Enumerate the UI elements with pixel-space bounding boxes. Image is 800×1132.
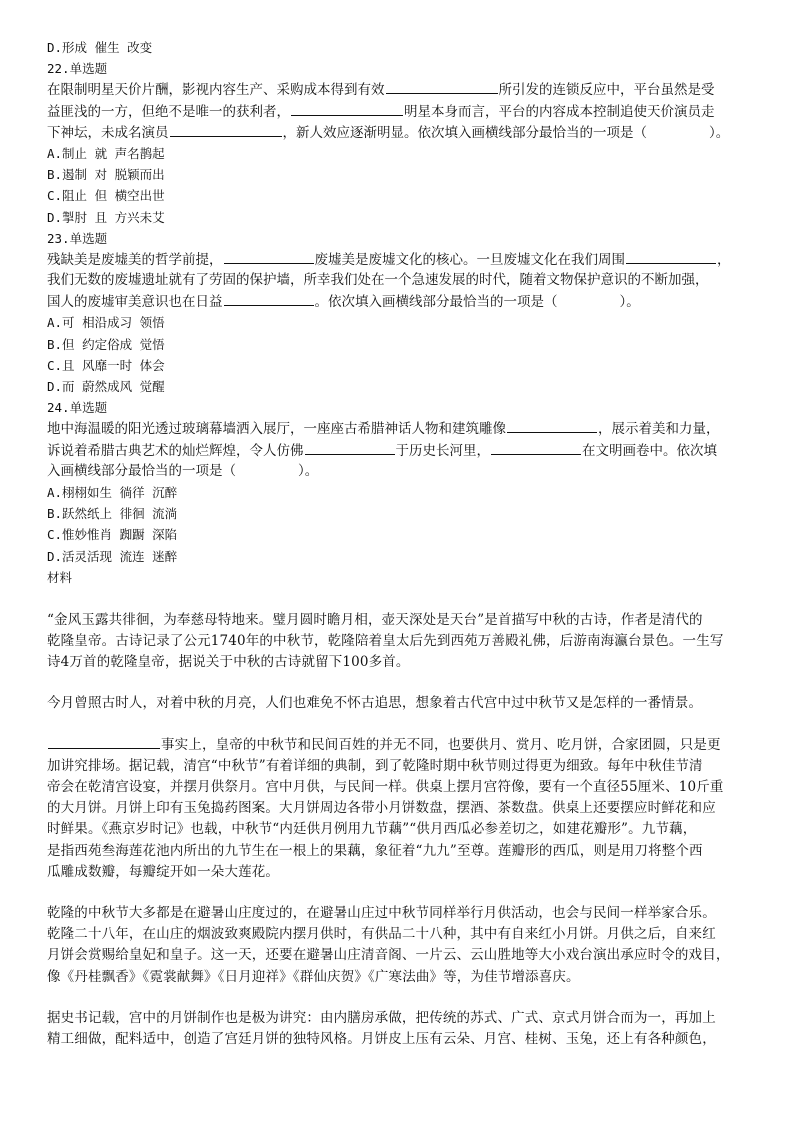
question-stem-line: 在限制明星天价片酬，影视内容生产、采购成本得到有效 所引发的连锁反应中，平台虽然是受 xyxy=(47,79,753,100)
question-23 xyxy=(47,228,753,398)
fill-blank xyxy=(224,291,314,306)
paragraph-gap xyxy=(47,588,753,608)
fill-blank xyxy=(491,440,581,455)
option-b[interactable]: B.跃然纸上 徘徊 流淌 xyxy=(47,506,178,522)
material-paragraph-4: 乾隆的中秋节大多都是在避暑山庄度过的，在避暑山庄过中秋节同样举行月供活动，也会与民间一样举家合乐。 乾隆二十八年，在山庄的烟波致爽殿院内摆月供时，有供品二十八种，其中有自来红小月饼。月供之后，自来红 月饼会赏赐给皇妃和皇子。这一天，还要在避暑山庄清音阁、一片云、云山胜地等大小戏台演出承应时令的戏目， 像《丹桂飘香》《霓裳献舞》《日月迎祥》《群仙庆贺》《广寒法曲》等，为佳节增添喜庆。 xyxy=(47,904,730,985)
material-section xyxy=(47,567,753,1048)
question-stem-line: 益匪浅的一方，但绝不是唯一的获利者， 明星本身而言，平台的内容成本控制追使天价演员走 xyxy=(47,101,753,122)
option-b[interactable]: B.遏制 对 脱颖而出 xyxy=(47,167,165,183)
fill-blank xyxy=(170,122,282,137)
question-stem-line: 诉说着希腊古典艺术的灿烂辉煌，令人仿佛 于历史长河里， 在文明画卷中。依次填 xyxy=(47,440,753,461)
material-header: 材料 xyxy=(47,569,73,585)
question-header: 23.单选题 xyxy=(47,230,108,246)
question-22 xyxy=(47,58,753,228)
option-a[interactable]: A.栩栩如生 徜徉 沉醉 xyxy=(47,484,178,500)
option-c[interactable]: C.惟妙惟肖 踟蹰 深陷 xyxy=(47,527,178,543)
option-a[interactable]: A.可 相沿成习 领悟 xyxy=(47,315,165,331)
question-stem-line: 地中海温暖的阳光透过玻璃幕墙洒入展厅，一座座古希腊神话人物和建筑雕像 ，展示着美和力量， xyxy=(47,418,753,439)
question-stem-line: 残缺美是废墟美的哲学前提， 废墟美是废墟文化的核心。一旦废墟文化在我们周围 ， xyxy=(47,249,753,270)
question-stem-line: 国人的废墟审美意识也在日益 。依次填入画横线部分最恰当的一项是（ ）。 xyxy=(47,291,753,312)
fill-blank xyxy=(305,440,395,455)
option-d[interactable]: D.活灵活现 流连 迷醉 xyxy=(47,548,178,564)
fill-blank xyxy=(507,418,597,433)
question-header: 22.单选题 xyxy=(47,61,108,77)
material-paragraph-1: “金风玉露共徘徊，为奉慈母特地来。璧月圆时瞻月相，壶天深处是天台”是首描写中秋的古诗，作者是清代的 乾隆皇帝。古诗记录了公元1740年的中秋节，乾隆陪着皇太后先到西苑万善殿礼佛，后游南海瀛台景色。一生写 诗4万首的乾隆皇帝，据说关于中秋的古诗就留下100多首。 xyxy=(47,611,724,671)
question-stem-line: 我们无数的废墟遗址就有了劳固的保护墙，所幸我们处在一个急速发展的时代，随着文物保护意识的不断加强， xyxy=(47,272,709,289)
material-paragraph-5: 据史书记载，宫中的月饼制作也是极为讲究：由内膳房承做，把传统的苏式、广式、京式月饼合而为一，再加上 精工细做，配料适中，创造了宫廷月饼的独特风格。月饼皮上压有云朵、月宫、桂树、玉兔，还上有各种颜色， xyxy=(47,1009,716,1047)
option-d-prev: D.形成 催生 改变 xyxy=(47,40,153,55)
option-c[interactable]: C.阻止 但 横空出世 xyxy=(47,188,165,204)
question-header: 24.单选题 xyxy=(47,400,108,416)
question-24 xyxy=(47,397,753,567)
fill-blank xyxy=(386,79,498,94)
option-b[interactable]: B.但 约定俗成 觉悟 xyxy=(47,336,165,352)
question-stem-line: 入画横线部分最恰当的一项是（ ）。 xyxy=(47,462,319,479)
option-d[interactable]: D.而 蔚然成风 觉醒 xyxy=(47,379,165,394)
material-paragraph-2: 今月曾照古时人，对着中秋的月亮，人们也难免不怀古追思，想象着古代宫中过中秋节又是怎样的一番情景。 xyxy=(47,695,703,712)
fill-blank xyxy=(48,734,160,749)
fill-blank xyxy=(224,249,314,264)
material-paragraph-3: 事实上，皇帝的中秋节和民间百姓的并无不同，也要供月、赏月、吃月饼，合家团圆，只是更 加讲究排场。据记载，清宫“中秋节”有着详细的典制，到了乾隆时期中秋节则过得更为细致。每年中秋佳节清 帝会在乾清宫设宴，并摆月供祭月。宫中月供，与民间一样。供桌上摆月宫符像，要有一个直径55厘米、10斤重 的大月饼。月饼上印有玉兔捣药图案。大月饼周边各带小月饼数盘，摆酒、茶数盘。供桌上还要摆应时鲜花和应 时鲜果。《燕京岁时记》也载，中秋节“内廷供月例用九节藕”“供月西瓜必参差切之，如建花瓣形”。九节藕， 是指西苑叁海莲花池内所出的九节生在一根上的果藕，象征着“九九”至尊。莲瓣形的西瓜，则是用刀将整个西 瓜雕成数瓣，每瓣绽开如一朵大莲花。 xyxy=(47,733,753,881)
option-d[interactable]: D.掣肘 且 方兴未艾 xyxy=(47,209,165,225)
option-c[interactable]: C.且 风靡一时 体会 xyxy=(47,357,165,373)
fill-blank xyxy=(291,101,403,116)
fill-blank xyxy=(626,249,716,264)
option-a[interactable]: A.制止 就 声名鹊起 xyxy=(47,145,165,161)
question-stem-line: 下神坛，未成名演员 ，新人效应逐渐明显。依次填入画横线部分最恰当的一项是（ ）。 xyxy=(47,122,753,143)
